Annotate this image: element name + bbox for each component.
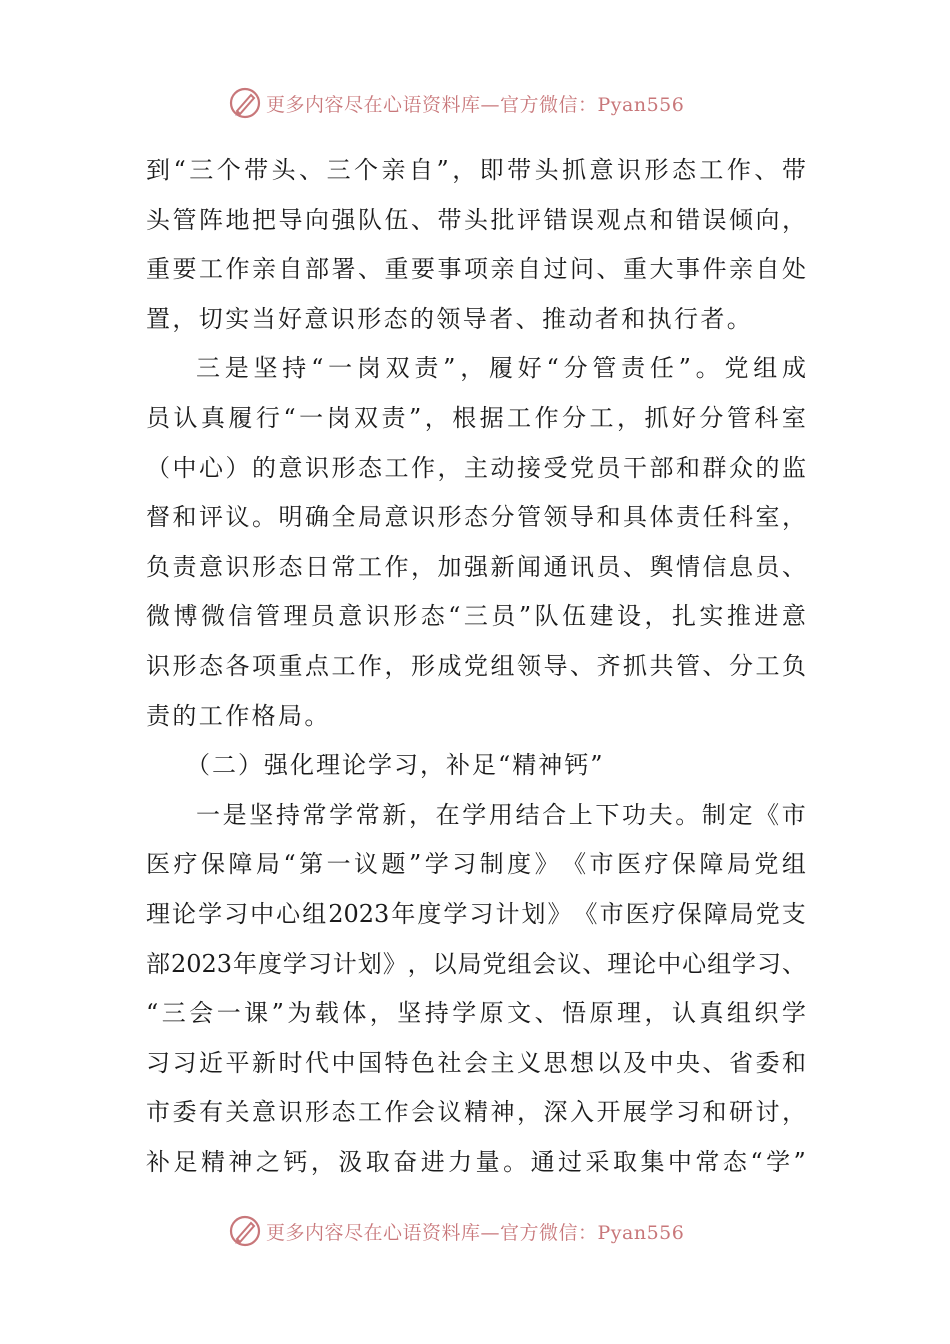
pen-logo-icon bbox=[228, 86, 262, 120]
text-line: 识 形 态 各 项 重 点 工 作 ， 形 成 党 组 领 导 、 齐 抓 共 管 、 分 工 负 bbox=[146, 651, 806, 680]
text-line: 理 论 学 习 中 心 组 2023 年 度 学 习 计 划 》 《 市 医 疗 保 障 局 党 支 bbox=[146, 899, 806, 928]
text-line: 到 “ 三 个 带 头 、 三 个 亲 自 ” ， 即 带 头 抓 意 识 形 态 工 作 、 带 bbox=[146, 156, 806, 184]
text-line: 部 2023 年 度 学 习 计 划 》 ， 以 局 党 组 会 议 、 理 论 中 心 组 学 习 、 bbox=[146, 949, 806, 978]
text-line: 督 和 评 议 。 明 确 全 局 意 识 形 态 分 管 领 导 和 具 体 责 任 科 室 ， bbox=[146, 503, 806, 532]
text-line: “ 三 会 一 课 ” 为 载 体 ， 坚 持 学 原 文 、 悟 原 理 ， 认 真 组 织 学 bbox=[146, 999, 806, 1028]
text-line: 市 委 有 关 意 识 形 态 工 作 会 议 精 神 ， 深 入 开 展 学 习 和 研 讨 ， bbox=[146, 1098, 806, 1127]
document-body bbox=[146, 146, 806, 1187]
text-line: 责的工作格局。 bbox=[146, 701, 331, 730]
text-line: 头 管 阵 地 把 导 向 强 队 伍 、 带 头 批 评 错 误 观 点 和 错 误 倾 向 ， bbox=[146, 205, 806, 234]
text-line: 医 疗 保 障 局 “ 第 一 议 题 ” 学 习 制 度 》 《 市 医 疗 保 障 局 党 组 bbox=[146, 850, 806, 879]
text-line: 三 是 坚 持 “ 一 岗 双 责 ” ， 履 好 “ 分 管 责 任 ” 。 党 组 成 bbox=[196, 354, 806, 383]
text-line: （ 中 心 ） 的 意 识 形 态 工 作 ， 主 动 接 受 党 员 干 部 和 群 众 的 监 bbox=[146, 453, 806, 482]
text-line: 微 博 微 信 管 理 员 意 识 形 态 “ 三 员 ” 队 伍 建 设 ， 扎 实 推 进 意 bbox=[146, 602, 806, 631]
text-line: 习 习 近 平 新 时 代 中 国 特 色 社 会 主 义 思 想 以 及 中 央 、 省 委 和 bbox=[146, 1048, 806, 1077]
watermark-top bbox=[0, 83, 950, 123]
text-line: 补 足 精 神 之 钙 ， 汲 取 奋 进 力 量 。 通 过 采 取 集 中 常 态 “ 学 ” bbox=[146, 1147, 806, 1176]
text-line: 重 要 工 作 亲 自 部 署 、 重 要 事 项 亲 自 过 问 、 重 大 事 件 亲 自 处 bbox=[146, 255, 806, 284]
text-line: 员 认 真 履 行 “ 一 岗 双 责 ” ， 根 据 工 作 分 工 ， 抓 好 分 管 科 室 bbox=[146, 403, 806, 432]
watermark-text: 更多内容尽在心语资料库—官方微信：Pyan556 bbox=[266, 1221, 685, 1244]
pen-logo-icon bbox=[228, 1214, 262, 1248]
text-line: 一 是 坚 持 常 学 常 新 ， 在 学 用 结 合 上 下 功 夫 。 制 定 《 市 bbox=[196, 800, 806, 829]
text-line: 置，切实当好意识形态的领导者、推动者和执行者。 bbox=[146, 304, 754, 333]
watermark-text: 更多内容尽在心语资料库—官方微信：Pyan556 bbox=[266, 93, 685, 116]
watermark-bottom bbox=[0, 1211, 950, 1251]
text-line: （二）强化理论学习，补足“精神钙” bbox=[186, 751, 605, 780]
text-line: 负 责 意 识 形 态 日 常 工 作 ， 加 强 新 闻 通 讯 员 、 舆 情 信 息 员 、 bbox=[146, 552, 806, 581]
